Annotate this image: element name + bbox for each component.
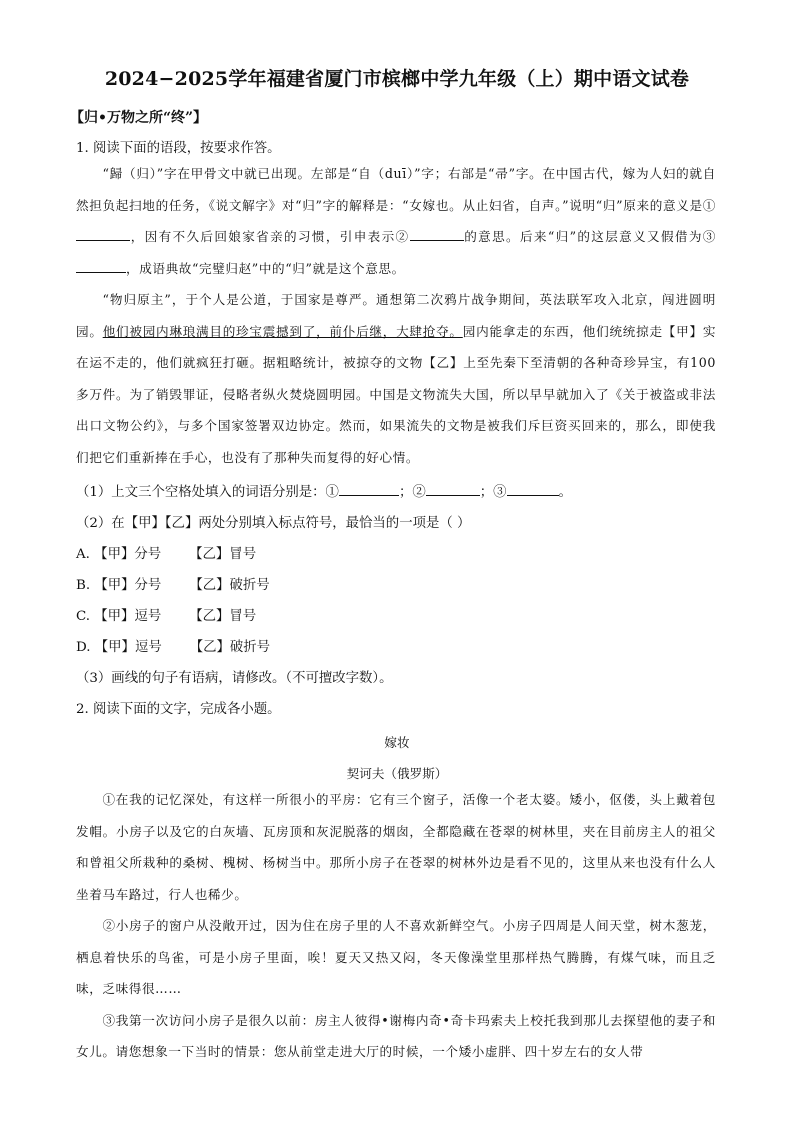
q1-sub3: （3）画线的句子有语病，请修改。（不可擅改字数）。 [76, 671, 393, 686]
q1-passage [76, 158, 716, 473]
answer-blank-2[interactable] [426, 482, 480, 496]
story-title: 嫁妆 [384, 735, 410, 750]
blank-2 [410, 227, 464, 241]
q1-sub1: （1）上文三个空格处填入的词语分别是：① ；② ；③ 。 [76, 481, 716, 500]
story-author: 契诃夫（俄罗斯） [346, 766, 448, 781]
q1-paragraph-1: “歸（归）”字在甲骨文中就已出现。左部是“自（duī）”字；右部是“帚”字。在中国古代，嫁为人妇的就自然担负起扫地的任务，《说文解字》对“归”字的解释是：“女嫁也。从止妇省，自声。”说明“归”原来的意义是①，因有不久后回娘家省亲的习惯，引申表示② 的意思。后来“归”的这层意义又假借为③，成语典故“完璧归赵”中的“归”就是这个意思。 [76, 166, 717, 276]
q2-passage [76, 784, 716, 1068]
option-b[interactable]: B. 【甲】分号 【乙】破折号 [76, 578, 270, 593]
section-heading: 【归•万物之所“终”】 [70, 110, 208, 126]
story-paragraph-1: ①在我的记忆深处，有这样一所很小的平房：它有三个窗子，活像一个老太婆。矮小，伛偻，头上戴着包发帽。小房子以及它的白灰墙、瓦房顶和灰泥脱落的烟囱，全都隐藏在苍翠的树林里，夹在目前房主人的祖父和曾祖父所栽种的桑树、槐树、杨树当中。那所小房子在苍翠的树林外边是看不见的，这里从来也没有什么人坐着马车路过，行人也稀少。 [76, 792, 716, 902]
option-d[interactable]: D. 【甲】逗号 【乙】破折号 [76, 640, 271, 655]
underlined-sentence: 他们被园内琳琅满目的珍宝震撼到了，前仆后继，大肆抢夺。 [102, 323, 463, 339]
q2-intro: 2. 阅读下面的文字，完成各小题。 [76, 702, 281, 717]
story-paragraph-3: ③我第一次访问小房子是很久以前：房主人彼得•谢梅内奇•奇卡玛索夫上校托我到那儿去探望他的妻子和女儿。请您想象一下当时的情景：您从前堂走进大厅的时候，一个矮小虚胖、四十岁左右的女人带 [76, 1012, 716, 1059]
answer-blank-3[interactable] [507, 482, 559, 496]
blank-1 [76, 227, 130, 241]
page-title: 2024−2025学年福建省厦门市槟榔中学九年级（上）期中语文试卷 [104, 68, 690, 90]
q1-sub2: （2）在【甲】【乙】两处分别填入标点符号，最恰当的一项是（ ） [76, 516, 471, 531]
q1-paragraph-2: “物归原主”，于个人是公道，于国家是尊严。通想第二次鸦片战争期间，英法联军攻入北京，闯进圆明园。他们被园内琳琅满目的珍宝震撼到了，前仆后继，大肆抢夺。园内能拿走的东西，他们统统掠走【甲】实在运不走的，他们就疯狂打砸。据粗略统计，被掠夺的文物【乙】上至先秦下至清朝的各种奇珍异宝，有100多万件。为了销毁罪证，侵略者纵火焚烧圆明园。中国是文物流失大国，所以早早就加入了《关于被盗或非法出口文物公约》，与多个国家签署双边协定。然而，如果流失的文物是被我们斥巨资买回来的，那么，即使我们把它们重新捧在手心，也没有了那种失而复得的好心情。 [76, 292, 717, 465]
answer-blank-1[interactable] [339, 482, 399, 496]
option-a[interactable]: A. 【甲】分号 【乙】冒号 [76, 547, 257, 562]
story-paragraph-2: ②小房子的窗户从没敞开过，因为住在房子里的人不喜欢新鲜空气。小房子四周是人间天堂，树木葱茏，栖息着快乐的鸟雀，可是小房子里面，唉！夏天又热又闷，冬天像澡堂里那样热气腾腾，有煤气味，而且乏味，乏味得很…… [76, 918, 716, 996]
q1-intro: 1. 阅读下面的语段，按要求作答。 [76, 141, 281, 156]
option-c[interactable]: C. 【甲】逗号 【乙】冒号 [76, 609, 257, 624]
blank-3 [76, 259, 126, 273]
